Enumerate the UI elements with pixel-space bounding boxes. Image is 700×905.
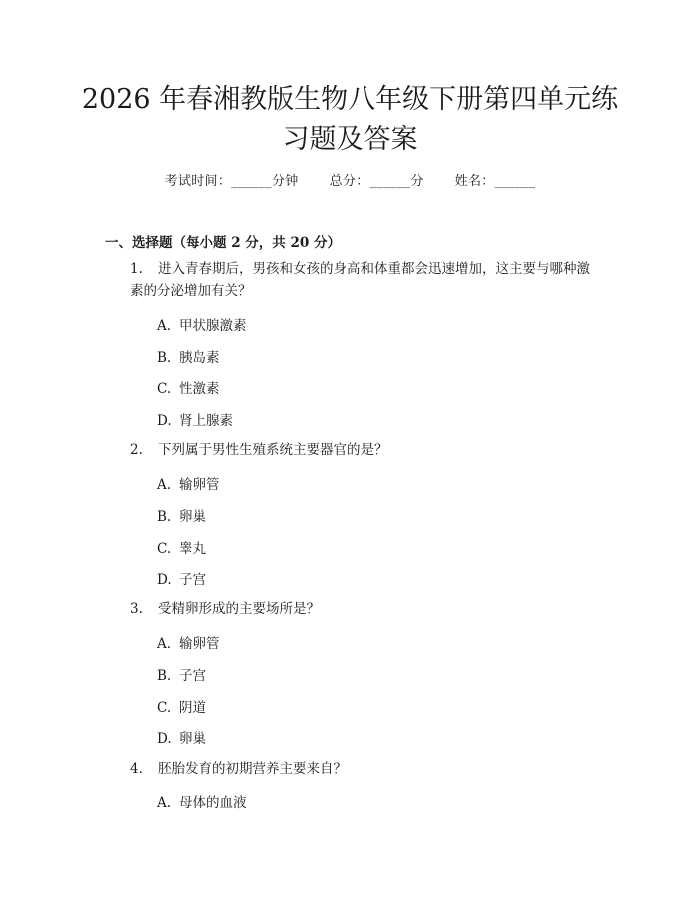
question-1-option-b: B. 胰岛素 [157,350,220,366]
question-1-option-c: C. 性激素 [157,381,220,397]
question-1 [130,258,600,302]
question-text: 进入青春期后，男孩和女孩的身高和体重都会迅速增加，这主要与哪种激素的分泌增加有关？ [130,261,590,299]
title-line-2: 习题及答案 [282,124,418,155]
question-4 [130,758,600,780]
name-label: 姓名： [454,174,495,189]
title-line-1: 2026 年春湘教版生物八年级下册第四单元练 [81,84,619,115]
section-heading: 一、选择题（每小题 2 分，共 20 分） [105,235,341,251]
question-number: 2. [130,442,143,458]
time-unit: 分钟 [271,174,299,189]
page-title [60,80,640,160]
score-label: 总分： [329,174,370,189]
question-number: 3. [130,601,143,617]
question-2-option-c: C. 睾丸 [157,541,206,557]
question-3-option-c: C. 阴道 [157,700,206,716]
exam-info-line [0,170,700,189]
question-3-option-d: D. 卵巢 [157,731,206,747]
question-text: 下列属于男性生殖系统主要器官的是？ [158,442,388,458]
time-label: 考试时间： [164,174,232,189]
question-2-option-a: A. 输卵管 [157,477,220,493]
question-text: 胚胎发育的初期营养主要来自？ [158,761,347,777]
question-text: 受精卵形成的主要场所是？ [158,601,320,617]
name-blank: ______ [494,174,536,189]
score-unit: 分 [410,174,424,189]
question-3 [130,598,600,620]
question-3-option-a: A. 输卵管 [157,636,220,652]
score-blank: ______ [369,174,411,189]
time-blank: ______ [231,174,272,189]
question-2-option-d: D. 子宫 [157,572,206,588]
question-2 [130,439,600,461]
question-1-option-d: D. 肾上腺素 [157,413,233,429]
question-4-option-a: A. 母体的血液 [157,795,247,811]
question-1-option-a: A. 甲状腺激素 [157,318,247,334]
question-3-option-b: B. 子宫 [157,668,206,684]
question-number: 4. [130,761,143,777]
question-2-option-b: B. 卵巢 [157,509,206,525]
question-number: 1. [130,261,143,277]
